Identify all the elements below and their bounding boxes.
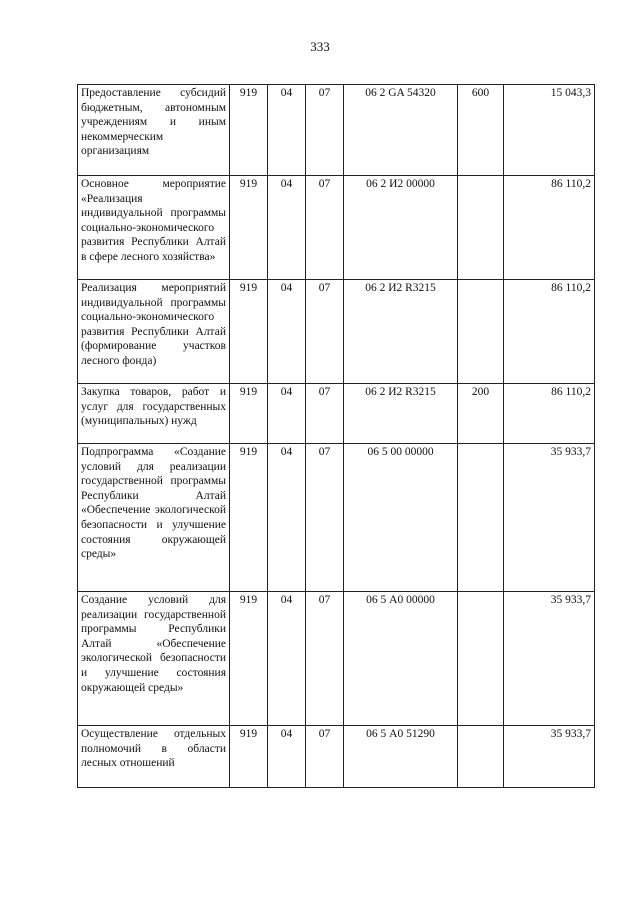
page-number: 333	[310, 39, 330, 54]
row-grbs: 919	[230, 726, 268, 788]
row-name: Реализация мероприятий индивидуальной программы социально-экономического развития Республики Алтай (формирование участков лесного фонда)	[78, 280, 230, 384]
row-section: 04	[268, 726, 306, 788]
row-subsection: 07	[306, 85, 344, 176]
row-grbs: 919	[230, 444, 268, 592]
row-sum: 86 110,2	[504, 176, 595, 280]
budget-table	[77, 84, 595, 788]
row-subsection: 07	[306, 384, 344, 444]
row-target-article: 06 5 А0 51290	[344, 726, 458, 788]
row-name: Основное мероприятие «Реализация индивидуальной программы социально-экономического развития Республики Алтай в сфере лесного хозяйства»	[78, 176, 230, 280]
row-section: 04	[268, 592, 306, 726]
row-sum: 35 933,7	[504, 444, 595, 592]
row-name: Подпрограмма «Создание условий для реализации государственной программы Республики Алтай «Обеспечение экологической безопасности и улучшение состояния окружающей среды»	[78, 444, 230, 592]
table-row	[78, 444, 595, 592]
row-target-article: 06 5 00 00000	[344, 444, 458, 592]
row-grbs: 919	[230, 280, 268, 384]
row-expense-type: 600	[458, 85, 504, 176]
row-target-article: 06 2 И2 00000	[344, 176, 458, 280]
table-row	[78, 176, 595, 280]
row-expense-type	[458, 726, 504, 788]
row-name: Создание условий для реализации государственной программы Республики Алтай «Обеспечение экологической безопасности и улучшение состояния окружающей среды»	[78, 592, 230, 726]
table-row	[78, 384, 595, 444]
row-section: 04	[268, 280, 306, 384]
row-grbs: 919	[230, 85, 268, 176]
row-expense-type	[458, 444, 504, 592]
row-grbs: 919	[230, 176, 268, 280]
row-sum: 86 110,2	[504, 384, 595, 444]
row-subsection: 07	[306, 444, 344, 592]
table-row	[78, 592, 595, 726]
row-target-article: 06 2 И2 R3215	[344, 384, 458, 444]
table-row	[78, 726, 595, 788]
row-sum: 15 043,3	[504, 85, 595, 176]
row-section: 04	[268, 384, 306, 444]
row-section: 04	[268, 85, 306, 176]
row-sum: 35 933,7	[504, 592, 595, 726]
row-grbs: 919	[230, 592, 268, 726]
table-row	[78, 85, 595, 176]
row-name: Предоставление субсидий бюджетным, автономным учреждениям и иным некоммерческим организациям	[78, 85, 230, 176]
row-sum: 86 110,2	[504, 280, 595, 384]
row-subsection: 07	[306, 176, 344, 280]
row-expense-type: 200	[458, 384, 504, 444]
row-name: Осуществление отдельных полномочий в области лесных отношений	[78, 726, 230, 788]
row-subsection: 07	[306, 592, 344, 726]
row-subsection: 07	[306, 726, 344, 788]
row-sum: 35 933,7	[504, 726, 595, 788]
row-grbs: 919	[230, 384, 268, 444]
row-section: 04	[268, 176, 306, 280]
row-target-article: 06 5 А0 00000	[344, 592, 458, 726]
row-expense-type	[458, 176, 504, 280]
row-target-article: 06 2 GA 54320	[344, 85, 458, 176]
row-name: Закупка товаров, работ и услуг для государственных (муниципальных) нужд	[78, 384, 230, 444]
row-subsection: 07	[306, 280, 344, 384]
table-row	[78, 280, 595, 384]
row-expense-type	[458, 280, 504, 384]
row-target-article: 06 2 И2 R3215	[344, 280, 458, 384]
row-section: 04	[268, 444, 306, 592]
row-expense-type	[458, 592, 504, 726]
